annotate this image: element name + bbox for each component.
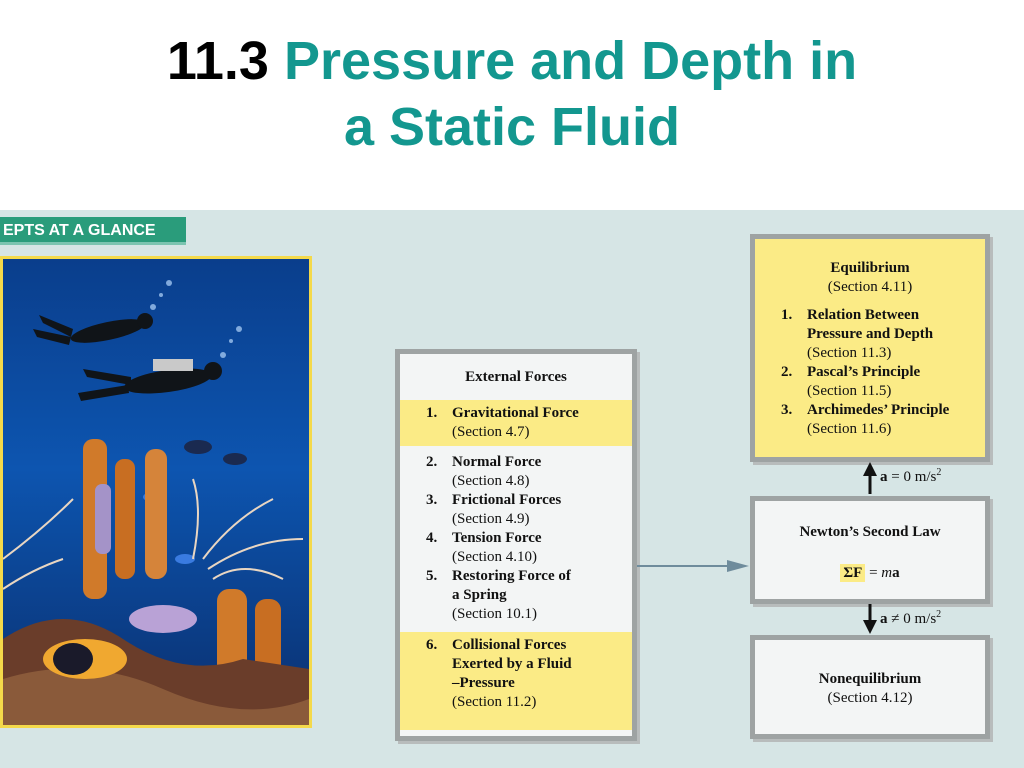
section-number: 11.3 <box>166 31 269 91</box>
title-text-1: Pressure and Depth in <box>283 31 858 91</box>
force-list-middle <box>400 446 632 626</box>
divers-photo <box>0 256 312 728</box>
force-item-restoring: 5. Restoring Force of a Spring (Section 10.1) <box>426 568 571 622</box>
force-item-collisional: 6. Collisional Forces Exerted by a Fluid –Pressure (Section 11.2) <box>426 637 572 710</box>
arrow-up-icon <box>863 462 877 494</box>
force-item-tension: 4. Tension Force (Section 4.10) <box>426 530 542 565</box>
fish-icon <box>175 554 195 564</box>
fish-icon <box>223 453 247 465</box>
equilibrium-item-pascal: 2. Pascal’s Principle (Section 11.5) <box>781 364 921 399</box>
slide-title <box>0 28 1024 160</box>
equilibrium-title: Equilibrium <box>830 260 910 276</box>
nonequilibrium-box <box>750 635 990 739</box>
equilibrium-item-pressure-depth: 1. Relation Between Pressure and Depth (Section 11.3) <box>781 307 934 361</box>
title-line-1 <box>0 28 1024 94</box>
force-item-frictional: 3. Frictional Forces (Section 4.9) <box>426 492 562 527</box>
fish-icon <box>184 440 212 454</box>
equilibrium-item-archimedes: 3. Archimedes’ Principle (Section 11.6) <box>781 402 950 437</box>
external-forces-box <box>395 349 637 741</box>
equation-equals: = <box>865 565 882 581</box>
external-forces-heading: External Forces <box>465 369 567 385</box>
newtons-second-law-box <box>750 496 990 604</box>
acceleration-symbol: a <box>892 565 900 581</box>
highlight-band-gravity <box>400 400 632 446</box>
equilibrium-list <box>755 297 985 439</box>
title-line-2: a Static Fluid <box>343 97 681 157</box>
force-item-normal: 2. Normal Force (Section 4.8) <box>426 454 542 489</box>
newtons-second-law-title: Newton’s Second Law <box>799 524 941 540</box>
highlight-band-collisional <box>400 632 632 730</box>
sum-force-symbol: ΣF <box>840 564 865 582</box>
arrow-to-newton-icon <box>637 556 757 576</box>
angelfish-icon <box>43 639 127 679</box>
mass-symbol: m <box>881 565 893 581</box>
equilibrium-box <box>750 234 990 462</box>
force-item-gravitational: 1. Gravitational Force (Section 4.7) <box>426 405 579 440</box>
nonequilibrium-title: Nonequilibrium <box>818 671 922 687</box>
coral-reef-illustration <box>3 259 309 725</box>
nonequilibrium-section: (Section 4.12) <box>827 690 913 706</box>
arrow-down-icon <box>863 604 877 634</box>
newton-equation <box>755 564 985 583</box>
arrow-down-label: a ≠ 0 $m/s^2$ <box>880 609 942 627</box>
equilibrium-section: (Section 4.11) <box>827 279 913 295</box>
arrow-up-label: a = 0 $m/s^2$ <box>880 467 942 485</box>
concepts-banner: EPTS AT A GLANCE <box>0 217 186 245</box>
